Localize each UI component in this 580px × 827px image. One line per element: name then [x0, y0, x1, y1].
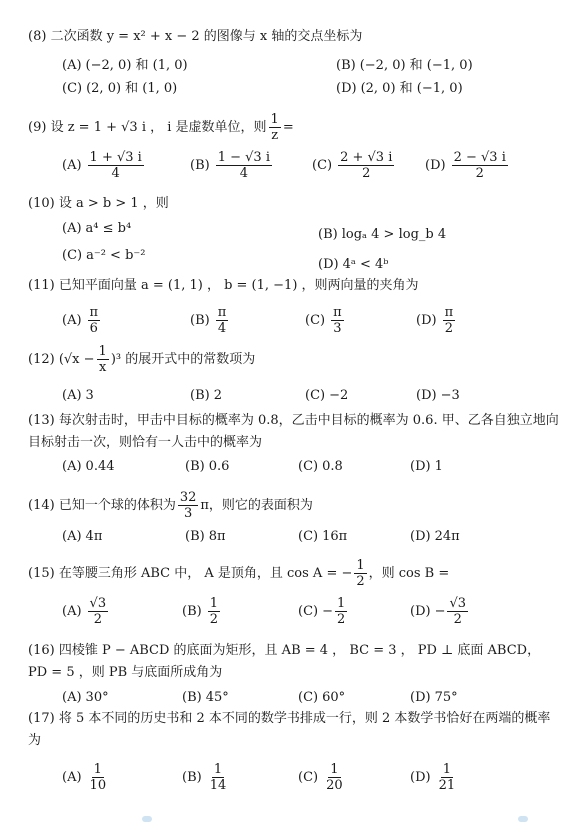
option-b[interactable]: (B) (−2, 0) 和 (−1, 0): [336, 58, 473, 73]
option-b[interactable]: (B) 8π: [185, 529, 226, 544]
option-a[interactable]: (A) 3: [62, 388, 94, 403]
option-d[interactable]: (D) 24π: [410, 529, 460, 544]
question-stem: 已知平面向量 a = (1, 1) ， b = (1, −1) ，则两向量的夹角为: [58, 278, 419, 293]
option-a[interactable]: (A) 0.44: [62, 459, 115, 474]
fraction: $\frac{1}{x}$: [98, 344, 107, 375]
option-a[interactable]: (A) $\frac{\pi}{6}$: [62, 305, 99, 336]
question-number: (12): [28, 352, 55, 367]
fraction: $\frac{1}{2}$: [356, 558, 365, 589]
option-d[interactable]: (D) − $\frac{√3}{2}$: [410, 596, 467, 627]
question-number: (11): [28, 278, 55, 293]
option-c[interactable]: (C) (2, 0) 和 (1, 0): [62, 81, 178, 96]
option-c[interactable]: (C) 16π: [298, 529, 348, 544]
option-b[interactable]: (B) 2: [190, 388, 222, 403]
question-stem: 四棱锥 P − ABCD 的底面为矩形，且 AB = 4 ， BC = 3 ， PD ⊥ 底面 ABCD， PD = 5 ，则 PB 与底面所成角为: [28, 643, 541, 680]
option-c[interactable]: (C) 60°: [298, 690, 346, 705]
question-stem: 二次函数 y = x² + x − 2 的图像与 x 轴的交点坐标为: [50, 29, 363, 44]
option-c[interactable]: (C) 0.8: [298, 459, 343, 474]
option-d[interactable]: (D) $\frac{1}{21}$: [410, 762, 456, 793]
question-stem: 每次射击时，甲击中目标的概率为 0.8，乙击中目标的概率为 0.6. 甲、乙各自独立地向目标射击一次，则恰有一人击中的概率为: [28, 413, 559, 450]
question-number: (9): [28, 120, 47, 135]
question-stem: 将 5 本不同的历史书和 2 本不同的数学书排成一行，则 2 本数学书恰好在两端的概率为: [28, 711, 551, 748]
option-b[interactable]: (B) 0.6: [185, 459, 230, 474]
fraction: $\frac{32}{3}$: [179, 490, 197, 521]
fraction: $\frac{1}{z}$: [270, 112, 279, 143]
question-number: (17): [28, 711, 55, 726]
option-d[interactable]: (D) $\frac{\pi}{2}$: [416, 305, 454, 336]
option-d[interactable]: (D) 75°: [410, 690, 458, 705]
option-d[interactable]: (D) $\frac{2 - √3 i}{2}$: [425, 150, 506, 181]
option-b[interactable]: (B) $\frac{1 - √3 i}{4}$: [190, 150, 270, 181]
option-c[interactable]: (C) $\frac{\pi}{3}$: [305, 305, 342, 336]
question-number: (14): [28, 498, 55, 513]
option-b[interactable]: (B) $\frac{1}{14}$: [182, 762, 227, 793]
question-number: (16): [28, 643, 55, 658]
option-c[interactable]: (C) $\frac{1}{20}$: [298, 762, 343, 793]
option-b[interactable]: (B) $\frac{\pi}{4}$: [190, 305, 227, 336]
option-d[interactable]: (D) (2, 0) 和 (−1, 0): [336, 81, 463, 96]
option-a[interactable]: (A) (−2, 0) 和 (1, 0): [62, 58, 188, 73]
option-d[interactable]: (D) 4ᵃ < 4ᵇ: [318, 257, 389, 272]
option-c[interactable]: (C) − $\frac{1}{2}$: [298, 596, 346, 627]
decorative-dot: [142, 816, 152, 822]
option-d[interactable]: (D) −3: [416, 388, 460, 403]
question-number: (13): [28, 413, 55, 428]
option-a[interactable]: (A) a⁴ ≤ b⁴: [62, 221, 132, 236]
option-a[interactable]: (A) $\frac{1}{10}$: [62, 762, 107, 793]
option-c[interactable]: (C) a⁻² < b⁻²: [62, 248, 146, 263]
option-a[interactable]: (A) $\frac{1 + √3 i}{4}$: [62, 150, 142, 181]
question-number: (15): [28, 566, 55, 581]
option-d[interactable]: (D) 1: [410, 459, 443, 474]
option-b[interactable]: (B) 45°: [182, 690, 229, 705]
question-number: (10): [28, 196, 55, 211]
question-stem: 设 a > b > 1 ，则: [58, 196, 169, 211]
option-b[interactable]: (B) logₐ 4 > log_b 4: [318, 227, 447, 242]
question-number: (8): [28, 29, 47, 44]
option-b[interactable]: (B) $\frac{1}{2}$: [182, 596, 218, 627]
option-c[interactable]: (C) −2: [305, 388, 349, 403]
option-a[interactable]: (A) 4π: [62, 529, 103, 544]
option-a[interactable]: (A) $\frac{√3}{2}$: [62, 596, 107, 627]
decorative-dot: [518, 816, 528, 822]
option-a[interactable]: (A) 30°: [62, 690, 109, 705]
option-c[interactable]: (C) $\frac{2 + √3 i}{2}$: [312, 150, 393, 181]
